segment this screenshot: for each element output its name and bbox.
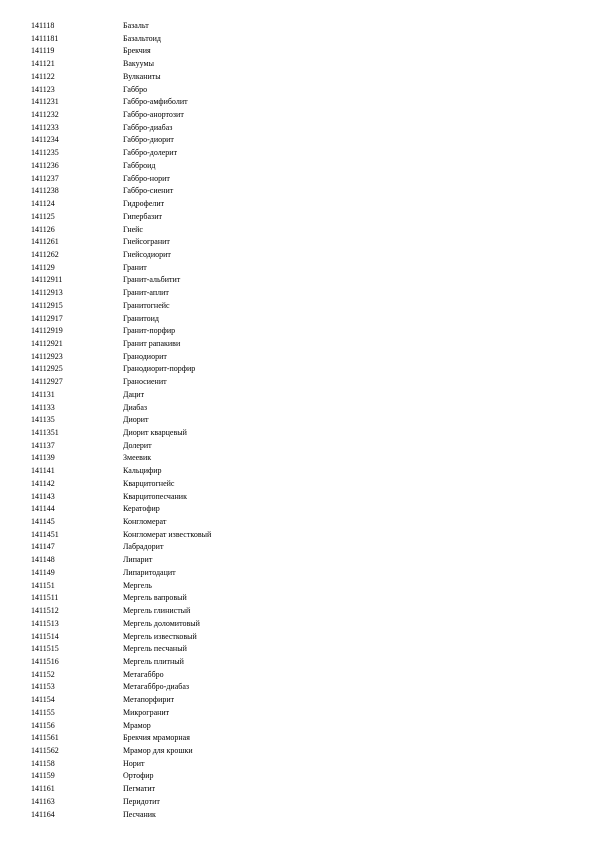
item-name: Гнейсогранит: [123, 237, 170, 247]
list-item: [0, 262, 595, 275]
list-item: [0, 745, 595, 758]
list-item: [0, 325, 595, 338]
list-item: [0, 694, 595, 707]
item-code: 141131: [31, 389, 55, 399]
item-name: Габбро-диабаз: [123, 122, 173, 132]
item-name: Габбро-норит: [123, 173, 170, 183]
list-item: [0, 300, 595, 313]
list-item: [0, 109, 595, 122]
item-name: Гранит-порфир: [123, 326, 176, 336]
list-item: [0, 567, 595, 580]
item-name: Кварцитопесчаник: [123, 491, 187, 501]
item-code: 1411235: [31, 148, 59, 158]
item-name: Мергель: [123, 580, 152, 590]
list-item: [0, 249, 595, 262]
item-name: Мергель плитный: [123, 656, 184, 666]
list-item: [0, 198, 595, 211]
item-code: 141126: [31, 224, 55, 234]
list-item: [0, 274, 595, 287]
item-code: 141142: [31, 478, 55, 488]
item-name: Долерит: [123, 440, 152, 450]
list-item: [0, 134, 595, 147]
item-code: 141124: [31, 199, 55, 209]
list-item: [0, 643, 595, 656]
item-code: 14112923: [31, 351, 63, 361]
item-code: 141155: [31, 707, 55, 717]
item-code: 1411232: [31, 110, 59, 120]
list-item: [0, 732, 595, 745]
item-code: 141144: [31, 504, 55, 514]
item-name: Метагаббро: [123, 669, 164, 679]
item-name: Лабрадорит: [123, 542, 164, 552]
item-code: 1411262: [31, 249, 59, 259]
list-item: [0, 58, 595, 71]
item-name: Липаритодацит: [123, 567, 176, 577]
item-code: 141139: [31, 453, 55, 463]
item-name: Габброид: [123, 160, 156, 170]
list-item: [0, 185, 595, 198]
list-item: [0, 313, 595, 326]
list-item: [0, 338, 595, 351]
list-item: [0, 402, 595, 415]
list-item: [0, 427, 595, 440]
item-name: Микрогранит: [123, 707, 170, 717]
item-name: Метагаббро-диабаз: [123, 682, 190, 692]
list-item: [0, 580, 595, 593]
item-code: 1411237: [31, 173, 59, 183]
item-name: Гранит: [123, 262, 147, 272]
item-name: Гидрофелит: [123, 199, 165, 209]
list-item: [0, 376, 595, 389]
list-item: [0, 440, 595, 453]
item-code: 141143: [31, 491, 55, 501]
list-item: [0, 71, 595, 84]
list-item: [0, 211, 595, 224]
list-item: [0, 770, 595, 783]
item-code: 141147: [31, 542, 55, 552]
item-name: Липарит: [123, 555, 153, 565]
item-name: Граносиенит: [123, 377, 167, 387]
item-code: 1411451: [31, 529, 59, 539]
item-code: 141133: [31, 402, 55, 412]
item-code: 14112917: [31, 313, 63, 323]
item-code: 141125: [31, 211, 55, 221]
list-item: [0, 389, 595, 402]
item-name: Базальт: [123, 21, 149, 30]
list-item: [0, 465, 595, 478]
item-name: Гнейсодиорит: [123, 249, 171, 259]
item-code: 1411514: [31, 631, 59, 641]
item-code: 141141: [31, 466, 55, 476]
item-code: 1411513: [31, 618, 59, 628]
item-name: Перидотит: [123, 796, 160, 806]
list-item: [0, 452, 595, 465]
list-item: [0, 122, 595, 135]
item-name: Гранитогнейс: [123, 300, 170, 310]
list-item: [0, 414, 595, 427]
item-name: Мергель песчаный: [123, 644, 187, 654]
item-code: 141158: [31, 758, 55, 768]
item-code: 141154: [31, 695, 55, 705]
item-name: Норит: [123, 758, 145, 768]
list-item: [0, 669, 595, 682]
list-item: [0, 363, 595, 376]
item-name: Вакуумы: [123, 59, 154, 69]
list-item: [0, 707, 595, 720]
item-name: Мрамор для крошки: [123, 745, 193, 755]
list-item: [0, 783, 595, 796]
item-name: Кальцифир: [123, 466, 162, 476]
list-item: [0, 45, 595, 58]
item-code: 141135: [31, 415, 55, 425]
code-list: [0, 20, 595, 821]
list-item: [0, 796, 595, 809]
item-name: Кератофир: [123, 504, 160, 514]
item-name: Гранит-альбитит: [123, 275, 181, 285]
item-name: Пегматит: [123, 784, 156, 794]
item-name: Брекчия мраморная: [123, 733, 190, 743]
item-code: 141151: [31, 580, 55, 590]
list-item: [0, 224, 595, 237]
item-code: 141163: [31, 796, 55, 806]
item-name: Габбро-анортозит: [123, 110, 184, 120]
item-code: 141129: [31, 262, 55, 272]
item-code: 1411236: [31, 160, 59, 170]
item-code: 14112921: [31, 338, 63, 348]
item-name: Змеевик: [123, 453, 152, 463]
list-item: [0, 656, 595, 669]
list-item: [0, 351, 595, 364]
item-code: 141121: [31, 59, 55, 69]
item-name: Гранодиорит: [123, 351, 167, 361]
list-item: [0, 84, 595, 97]
item-code: 1411562: [31, 745, 59, 755]
list-item: [0, 605, 595, 618]
list-item: [0, 287, 595, 300]
list-item: [0, 720, 595, 733]
item-name: Песчаник: [123, 809, 156, 819]
item-name: Габбро: [123, 84, 148, 94]
item-code: 141159: [31, 771, 55, 781]
item-code: 1411234: [31, 135, 59, 145]
item-name: Гнейс: [123, 224, 143, 234]
item-name: Диорит: [123, 415, 149, 425]
item-name: Мергель доломитовый: [123, 618, 200, 628]
item-code: 141119: [31, 46, 55, 56]
list-item: [0, 809, 595, 822]
item-name: Габбро-амфиболит: [123, 97, 188, 107]
item-name: Базальтоид: [123, 33, 162, 43]
item-name: Вулканиты: [123, 71, 161, 81]
item-code: 14112913: [31, 288, 63, 298]
list-item: [0, 592, 595, 605]
item-name: Габбро-сиенит: [123, 186, 174, 196]
item-code: 141149: [31, 567, 55, 577]
item-name: Гранитоид: [123, 313, 159, 323]
list-item: [0, 491, 595, 504]
item-code: 141137: [31, 440, 55, 450]
item-name: Габбро-долерит: [123, 148, 178, 158]
item-code: 14112925: [31, 364, 63, 374]
item-code: 141118: [31, 21, 55, 30]
item-name: Диабаз: [123, 402, 148, 412]
list-item: [0, 631, 595, 644]
item-name: Гранодиорит-порфир: [123, 364, 196, 374]
item-code: 14112911: [31, 275, 63, 285]
list-item: [0, 541, 595, 554]
item-code: 141122: [31, 71, 55, 81]
item-name: Мрамор: [123, 720, 151, 730]
list-item: [0, 33, 595, 46]
list-item: [0, 618, 595, 631]
list-item: [0, 503, 595, 516]
item-code: 141164: [31, 809, 55, 819]
item-name: Дацит: [123, 389, 145, 399]
item-code: 1411515: [31, 644, 59, 654]
item-name: Мергель вапровый: [123, 593, 187, 603]
list-item: [0, 20, 595, 33]
item-code: 1411511: [31, 593, 59, 603]
item-name: Мергель глинистый: [123, 606, 191, 616]
item-code: 141123: [31, 84, 55, 94]
item-name: Диорит кварцевый: [123, 428, 187, 437]
item-code: 1411181: [31, 33, 59, 43]
list-item: [0, 554, 595, 567]
item-code: 1411231: [31, 97, 59, 107]
item-name: Гранит рапакиви: [123, 338, 181, 348]
item-name: Мергель известковый: [123, 631, 197, 641]
item-code: 1411561: [31, 733, 59, 743]
item-code: 1411233: [31, 122, 59, 132]
item-code: 141156: [31, 720, 55, 730]
list-item: [0, 236, 595, 249]
item-name: Кварцитогнейс: [123, 478, 175, 488]
item-code: 1411516: [31, 656, 59, 666]
item-name: Габбро-диорит: [123, 135, 174, 145]
item-name: Брекчия: [123, 46, 151, 56]
item-code: 141161: [31, 784, 55, 794]
item-name: Гипербазит: [123, 211, 162, 221]
item-name: Конгломерат: [123, 517, 167, 527]
list-item: [0, 173, 595, 186]
list-item: [0, 758, 595, 771]
item-code: 14112927: [31, 377, 63, 387]
list-item: [0, 529, 595, 542]
item-code: 1411238: [31, 186, 59, 196]
item-code: 141153: [31, 682, 55, 692]
list-item: [0, 147, 595, 160]
item-code: 1411351: [31, 428, 59, 437]
item-name: Метапорфирит: [123, 695, 175, 705]
item-code: 1411512: [31, 606, 59, 616]
item-code: 141145: [31, 517, 55, 527]
list-item: [0, 160, 595, 173]
item-name: Конгломерат известковый: [123, 529, 212, 539]
list-item: [0, 516, 595, 529]
list-item: [0, 478, 595, 491]
item-code: 14112919: [31, 326, 63, 336]
item-code: 141148: [31, 555, 55, 565]
item-name: Гранит-аплит: [123, 288, 169, 298]
item-name: Ортофир: [123, 771, 154, 781]
list-item: [0, 96, 595, 109]
list-item: [0, 681, 595, 694]
item-code: 1411261: [31, 237, 59, 247]
item-code: 14112915: [31, 300, 63, 310]
item-code: 141152: [31, 669, 55, 679]
